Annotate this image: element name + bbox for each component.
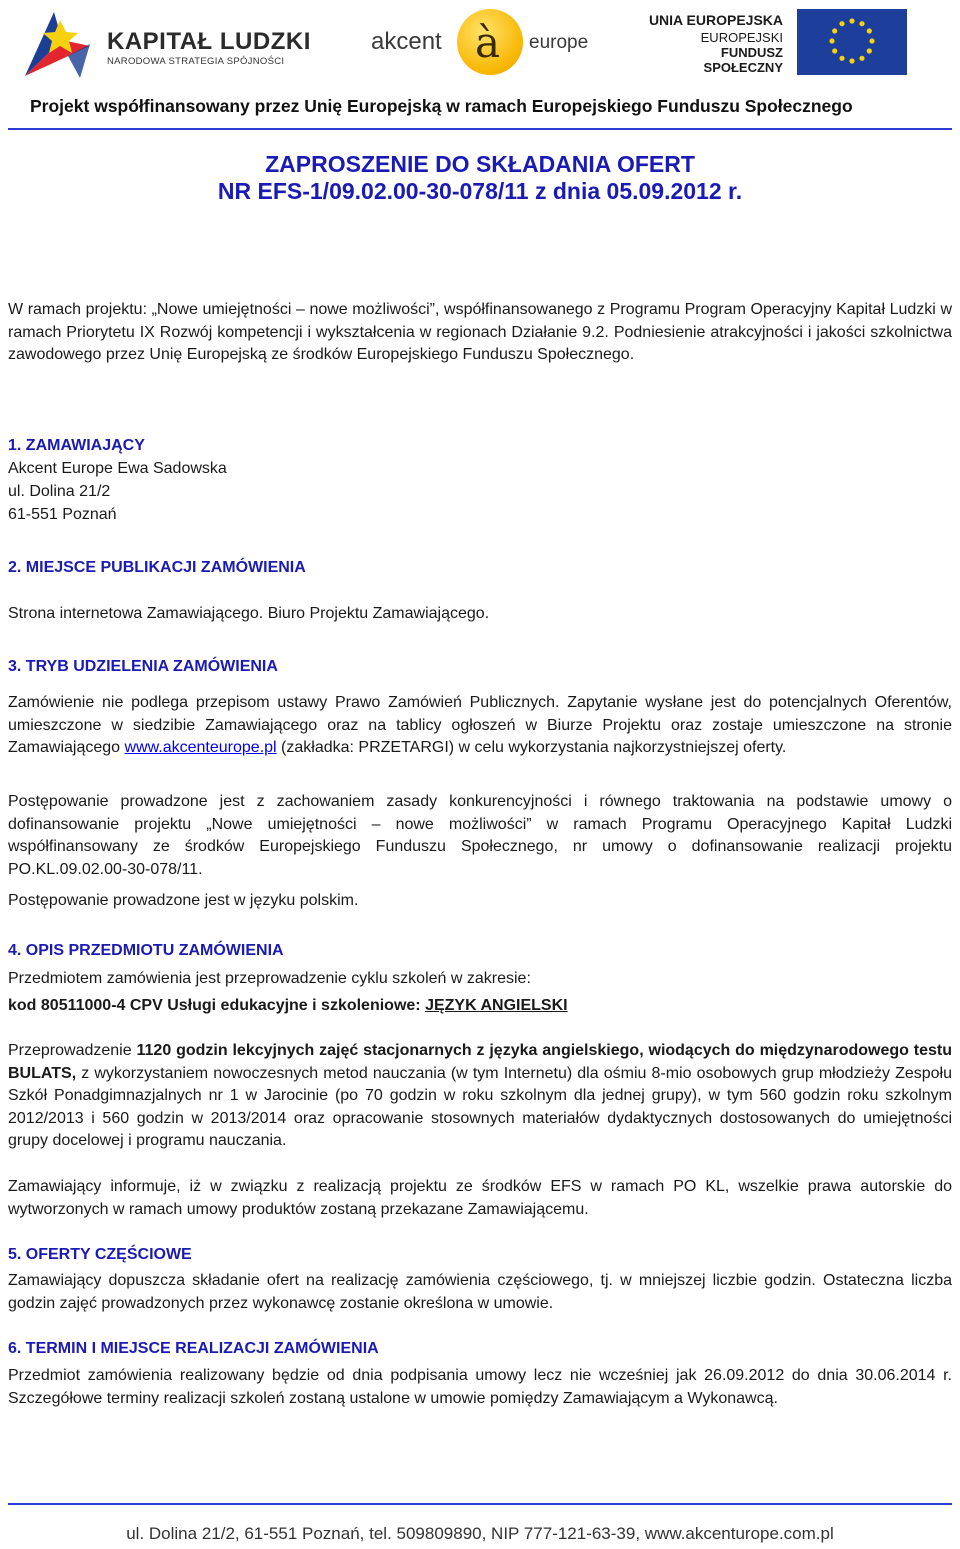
section-4-copyright: Zamawiający informuje, iż w związku z realizacją projektu ze środków EFS w ramach PO KL, wszelkie prawa autorskie do wytworzonych w ramach umowy produktów zostaną przekazane Zamawiającemu. — [8, 1178, 952, 1218]
section-6-text: Przedmiot zamówienia realizowany będzie od dnia podpisania umowy lecz nie wcześniej jak 26.09.2012 do dnia 30.06.2014 r. Szczegółowe terminy realizacji szkoleń zostaną ustalone w umowie pomiędzy Zamawiającym a Wykonawcą. — [8, 1367, 952, 1407]
section-6-heading: 6. TERMIN I MIEJSCE REALIZACJI ZAMÓWIENIA — [8, 1340, 379, 1357]
project-cofinancing-line: Projekt współfinansowany przez Unię Europejską w ramach Europejskiego Funduszu Społecznego — [30, 96, 853, 116]
kapital-ludzki-logo — [20, 6, 95, 84]
akcent-logo-letter: à — [475, 18, 501, 67]
section-4-paragraph — [8, 1040, 952, 1153]
kapital-subtitle: NARODOWA STRATEGIA SPÓJNOŚCI — [107, 56, 285, 67]
ue-line1: UNIA EUROPEJSKA — [648, 12, 783, 28]
ordering-party-city: 61-551 Poznań — [8, 506, 117, 523]
eu-flag-icon — [797, 9, 907, 75]
europe-text: europe — [529, 32, 589, 53]
header-divider — [8, 128, 952, 130]
document-title: ZAPROSZENIE DO SKŁADANIA OFERT — [265, 151, 695, 177]
cpv-subject: JĘZYK ANGIELSKI — [425, 997, 568, 1014]
section-3-paragraph-1 — [8, 692, 952, 760]
section-3-paragraph-3: Postępowanie prowadzone jest w języku polskim. — [8, 892, 359, 909]
section-4-heading: 4. OPIS PRZEDMIOTU ZAMÓWIENIA — [8, 942, 284, 959]
section-2-heading: 2. MIEJSCE PUBLIKACJI ZAMÓWIENIA — [8, 559, 306, 576]
cpv-code: kod 80511000-4 CPV Usługi edukacyjne i szkoleniowe: — [8, 997, 426, 1014]
section-3-p1-tail: (zakładka: PRZETARGI) w celu wykorzystania najkorzystniejszej oferty. — [276, 739, 787, 756]
section-4-p-tail: z wykorzystaniem nowoczesnych metod nauczania (w tym Internetu) dla ośmiu 8-mio osobowych grup młodzieży Zespołu Szkół Ponadgimnazjalnych nr 1 w Jarocinie (po 70 godzin w roku szkolnym dla jednej grupy), w tym 560 godzin roku szkolnym 2012/2013 i 560 godzin w 2013/2014 oraz opracowanie stosownych materiałów dydaktycznych dostosowanych do umiejętności grupy docelowej i programu nauczania. — [8, 1064, 952, 1149]
ue-efs-text — [640, 12, 783, 75]
ue-line3: FUNDUSZ SPOŁECZNY — [703, 45, 783, 75]
document-number: NR EFS-1/09.02.00-30-078/11 z dnia 05.09.2012 r. — [217, 178, 743, 204]
section-3-p1-text: Zamówienie nie podlega przepisom ustawy Prawo Zamówień Publicznych. Zapytanie wysłane jest do potencjalnych Oferentów, umieszczone w siedzibie Zamawiającego oraz na tablicy ogłoszeń w Biurze Projektu oraz zostaje umieszczone na stronie Zamawiającego — [8, 694, 952, 756]
akcenteurope-link[interactable]: www.akcenteurope.pl — [124, 739, 277, 756]
section-4-p-bold: 1120 godzin lekcyjnych zajęć stacjonarnych z języka angielskiego, wiodących do międzynarodowego testu BULATS, — [8, 1042, 953, 1082]
ue-line2: EUROPEJSKI — [700, 30, 783, 45]
ordering-party-name: Akcent Europe Ewa Sadowska — [8, 460, 227, 477]
cpv-code-line — [8, 995, 568, 1017]
kapital-title: KAPITAŁ LUDZKI — [107, 28, 311, 55]
section-5-text: Zamawiający dopuszcza składanie ofert na realizację zamówienia częściowego, tj. w mniejszej liczbie godzin. Ostateczna liczba godzin zajęć prowadzonych przez wykonawcę zostanie określona w umowie. — [8, 1272, 952, 1312]
section-2-text: Strona internetowa Zamawiającego. Biuro Projektu Zamawiającego. — [8, 605, 490, 622]
section-4-intro: Przedmiotem zamówienia jest przeprowadzenie cyklu szkoleń w zakresie: — [8, 970, 531, 987]
akcent-text: akcent — [371, 28, 442, 55]
footer-contact: ul. Dolina 21/2, 61-551 Poznań, tel. 509809890, NIP 777-121-63-39, www.akcenturope.com.pl — [126, 1524, 834, 1543]
footer-divider — [8, 1503, 952, 1505]
section-3-paragraph-2: Postępowanie prowadzone jest z zachowaniem zasady konkurencyjności i równego traktowania na podstawie umowy o dofinansowanie projektu „Nowe umiejętności – nowe możliwości” w ramach Programu Operacyjnego Kapitał Ludzki współfinansowany ze środków Europejskiego Funduszu Społecznego, nr umowy o dofinansowanie realizacji projektu PO.KL.09.02.00-30-078/11. — [8, 793, 952, 878]
section-1-heading: 1. ZAMAWIAJĄCY — [8, 437, 145, 454]
header-logos — [0, 0, 960, 88]
section-4-p-lead: Przeprowadzenie — [8, 1042, 137, 1059]
intro-paragraph: W ramach projektu: „Nowe umiejętności – nowe możliwości”, współfinansowanego z Programu Program Operacyjny Kapitał Ludzki w ramach Priorytetu IX Rozwój kompetencji i wykształcenia w regionach Działanie 9.2. Podniesienie atrakcyjności i jakości szkolnictwa zawodowego przez Unię Europejską ze środków Europejskiego Funduszu Społecznego. — [8, 301, 952, 363]
kapital-ludzki-text — [107, 30, 311, 67]
ordering-party-street: ul. Dolina 21/2 — [8, 483, 111, 500]
section-5-heading: 5. OFERTY CZĘŚCIOWE — [8, 1246, 192, 1263]
section-3-heading: 3. TRYB UDZIELENIA ZAMÓWIENIA — [8, 658, 278, 675]
